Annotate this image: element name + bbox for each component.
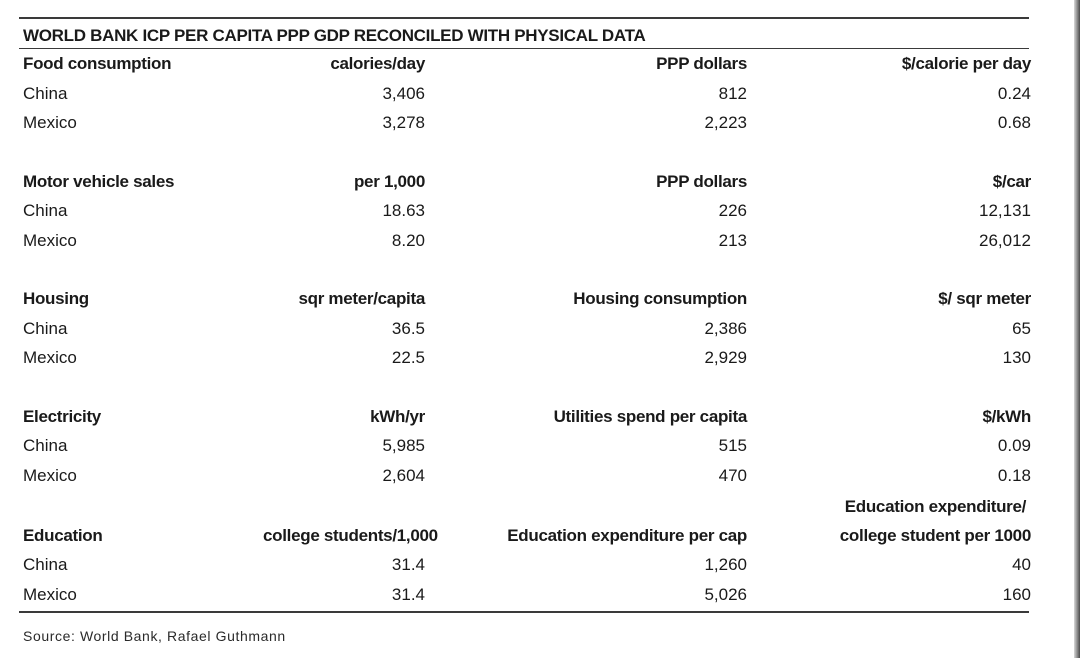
section-header-electricity [19,402,1035,432]
data-table-sheet [19,17,1029,613]
spacer-row [19,255,1035,284]
country-cell: China [23,555,68,574]
table-row [19,108,1035,138]
column-header: college students/1,000 [263,525,438,545]
two-line-header [840,492,1031,550]
country-cell: Mexico [23,230,77,250]
section-header-housing [19,284,1035,314]
table-row [19,580,1035,610]
table-row [19,226,1035,256]
column-header: per 1,000 [353,171,425,191]
value-cell: 160 [1002,584,1031,604]
value-cell: 0.09 [997,436,1031,455]
table-title: WORLD BANK ICP PER CAPITA PPP GDP RECONCILED WITH PHYSICAL DATA [19,19,1029,49]
value-cell: 2,604 [382,465,425,485]
value-cell: 0.24 [997,83,1031,103]
section-label: Housing [23,289,89,308]
value-cell: 36.5 [391,318,425,338]
country-cell: China [23,318,68,338]
source-note: Source: World Bank, Rafael Guthmann [23,628,286,644]
value-cell: 22.5 [391,348,425,367]
table-row [19,461,1035,491]
country-cell: Mexico [23,584,77,604]
section-label: Education [23,525,103,545]
table-row [19,196,1035,226]
value-cell: 5,985 [382,436,425,455]
column-header: calories/day [330,54,425,73]
value-cell: 31.4 [391,584,425,604]
header-line: Education expenditure/ [844,496,1027,516]
table-row [19,343,1035,373]
column-header: Education expenditure per cap [507,525,747,545]
country-cell: China [23,201,68,220]
value-cell: 213 [718,230,747,250]
section-header-motor-vehicles [19,167,1035,197]
value-cell: 0.68 [997,113,1031,132]
value-cell: 226 [718,201,747,220]
value-cell: 8.20 [391,230,425,250]
value-cell: 31.4 [391,555,425,574]
column-header: $/ sqr meter [938,289,1031,308]
value-cell: 65 [1012,318,1031,338]
country-cell: China [23,436,68,455]
value-cell: 40 [1012,555,1031,574]
table-row [19,79,1035,109]
country-cell: Mexico [23,348,77,367]
value-cell: 2,386 [704,318,747,338]
country-cell: Mexico [23,113,77,132]
value-cell: 515 [718,436,747,455]
table-row [19,550,1035,580]
column-header: Housing consumption [573,289,747,308]
value-cell: 12,131 [979,201,1031,220]
spacer-row [19,373,1035,402]
spacer-row [19,138,1035,167]
table-row [19,314,1035,344]
section-header-education [19,490,1035,550]
value-cell: 0.18 [997,465,1031,485]
section-label: Food consumption [23,54,172,73]
bottom-rule [19,611,1029,613]
column-header: sqr meter/capita [298,289,425,308]
page-edge-shadow [1074,0,1080,658]
data-table [19,49,1035,609]
section-header-food [19,49,1035,79]
country-cell: Mexico [23,465,77,485]
section-label: Electricity [23,406,101,426]
column-header: $/kWh [982,406,1031,426]
value-cell: 3,278 [382,113,425,132]
value-cell: 18.63 [382,201,425,220]
column-header: $/calorie per day [901,54,1031,73]
value-cell: 3,406 [382,83,425,103]
value-cell: 2,929 [704,348,747,367]
value-cell: 130 [1002,348,1031,367]
country-cell: China [23,83,68,103]
column-header: PPP dollars [656,171,747,191]
table-row [19,431,1035,461]
value-cell: 812 [718,83,747,103]
value-cell: 1,260 [704,555,747,574]
column-header-two-line [747,490,1035,550]
column-header: kWh/yr [370,406,425,426]
section-label: Motor vehicle sales [23,171,175,191]
value-cell: 2,223 [704,113,747,132]
header-line: college student per 1000 [839,525,1031,545]
column-header: Utilities spend per capita [553,406,747,426]
value-cell: 470 [718,465,747,485]
value-cell: 5,026 [704,584,747,604]
value-cell: 26,012 [979,230,1031,250]
column-header: $/car [992,171,1031,191]
column-header: PPP dollars [656,54,747,73]
